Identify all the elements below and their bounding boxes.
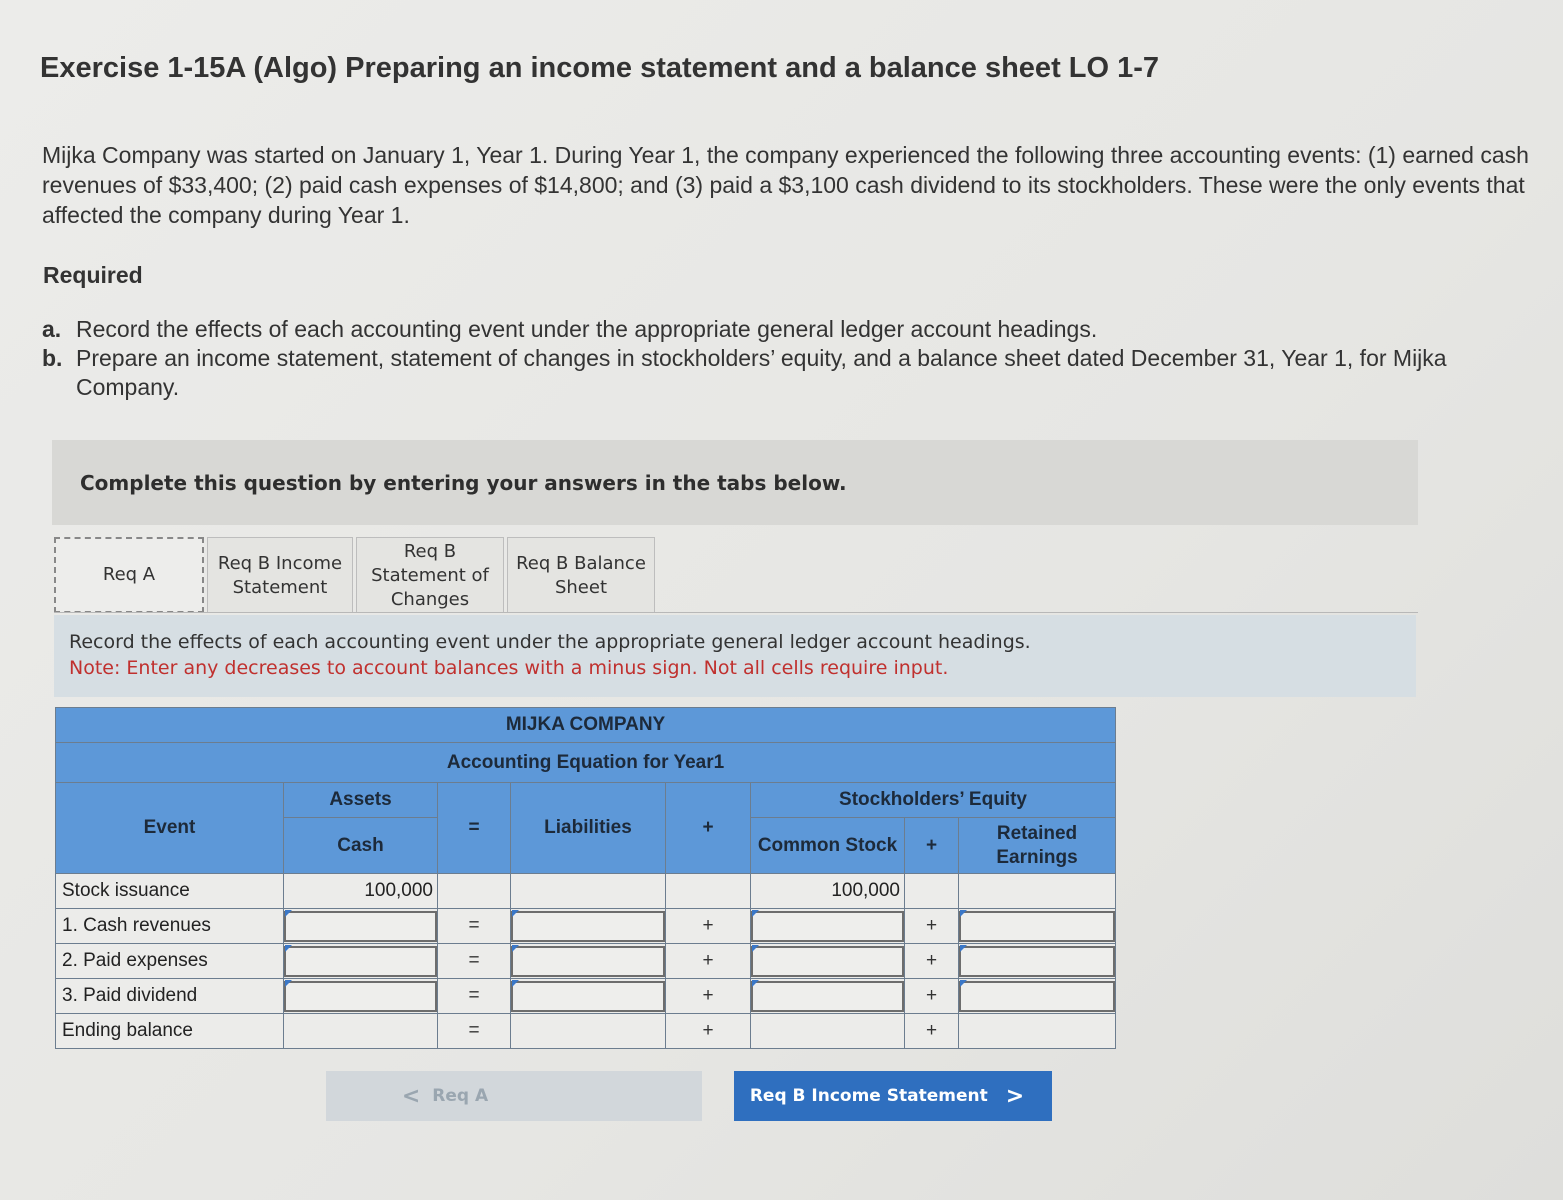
table-row [56,979,1116,1014]
table-subtitle: Accounting Equation for Year1 [56,743,1116,783]
accounting-equation-table [55,707,1116,1049]
liabilities-header: Liabilities [511,783,666,874]
tab-instructions [54,615,1416,697]
equals-sign: = [438,944,511,979]
plus-sign: + [905,979,959,1014]
liabilities-ending-value [511,1014,666,1049]
event-header: Event [56,783,284,874]
instructions-text: Record the effects of each accounting event under the appropriate general ledger account headings. [69,631,1031,653]
instructions-note: Note: Enter any decreases to account balances with a minus sign. Not all cells require input. [69,657,949,679]
required-item-b [42,344,1522,402]
tab-req-b-balance-sheet[interactable]: Req B Balance Sheet [507,537,655,613]
tab-divider [54,612,1418,613]
required-item-a [42,315,1522,344]
required-item-text: Prepare an income statement, statement of changes in stockholders’ equity, and a balance sheet dated December 31, Year 1, for Mijka Company. [76,345,1447,400]
event-label: 3. Paid dividend [56,979,284,1014]
common-stock-input[interactable] [751,981,904,1012]
plus-header: + [666,783,751,874]
equity-plus-header: + [905,818,959,874]
required-list [42,315,1522,402]
common-stock-ending-value [751,1014,905,1049]
cash-input[interactable] [284,946,437,977]
retained-earnings-input[interactable] [959,946,1115,977]
stockholders-equity-header: Stockholders’ Equity [751,783,1116,818]
plus-sign: + [905,944,959,979]
table-row [56,1014,1116,1049]
cash-header: Cash [284,818,438,874]
prev-button[interactable] [326,1071,702,1121]
retained-earnings-header: Retained Earnings [959,818,1116,874]
assets-header: Assets [284,783,438,818]
liabilities-input[interactable] [511,911,665,942]
required-heading: Required [43,262,143,288]
common-stock-value: 100,000 [751,874,905,909]
retained-earnings-input[interactable] [959,981,1115,1012]
liabilities-input[interactable] [511,946,665,977]
plus-sign: + [666,944,751,979]
cash-value: 100,000 [284,874,438,909]
common-stock-input[interactable] [751,946,904,977]
page-title: Exercise 1-15A (Algo) Preparing an income statement and a balance sheet LO 1-7 [40,52,1160,84]
event-label: 1. Cash revenues [56,909,284,944]
equals-sign: = [438,909,511,944]
event-label: Ending balance [56,1014,284,1049]
plus-sign: + [666,979,751,1014]
prev-button-label: Req A [432,1086,489,1106]
next-button-label: Req B Income Statement [749,1086,988,1106]
tab-req-b-income-statement[interactable]: Req B Income Statement [207,537,353,613]
equals-sign: = [438,1014,511,1049]
retained-earnings-input[interactable] [959,911,1115,942]
plus-sign: + [666,909,751,944]
table-row [56,944,1116,979]
plus-sign: + [905,1014,959,1049]
plus-sign: + [666,1014,751,1049]
common-stock-header: Common Stock [751,818,905,874]
problem-description: Mijka Company was started on January 1, Year 1. During Year 1, the company experienced the following three accounting events: (1) earned cash revenues of $33,400; (2) paid cash expenses of $14,800; and (3) paid a $3,100 cash dividend to its stockholders. These were the only events that affected the company during Year 1. [42,142,1529,228]
event-label: 2. Paid expenses [56,944,284,979]
common-stock-input[interactable] [751,911,904,942]
required-item-text: Record the effects of each accounting event under the appropriate general ledger account headings. [76,316,1098,342]
required-item-letter: a. [42,316,62,342]
cash-input[interactable] [284,911,437,942]
equals-sign: = [438,979,511,1014]
table-row [56,909,1116,944]
required-item-letter: b. [42,345,63,371]
chevron-right-icon: > [1005,1083,1025,1109]
tab-req-b-statement-of-changes[interactable]: Req B Statement of Changes [356,537,504,613]
next-button[interactable] [734,1071,1052,1121]
event-label: Stock issuance [56,874,284,909]
retained-earnings-ending-value [959,1014,1116,1049]
company-name: MIJKA COMPANY [56,708,1116,743]
liabilities-input[interactable] [511,981,665,1012]
tab-req-a[interactable]: Req A [54,537,204,613]
instructions-banner: Complete this question by entering your answers in the tabs below. [52,440,1418,525]
cash-input[interactable] [284,981,437,1012]
tab-bar [54,537,658,613]
chevron-left-icon: < [401,1083,421,1109]
plus-sign: + [905,909,959,944]
cash-ending-value [284,1014,438,1049]
table-row [56,874,1116,909]
equals-header: = [438,783,511,874]
